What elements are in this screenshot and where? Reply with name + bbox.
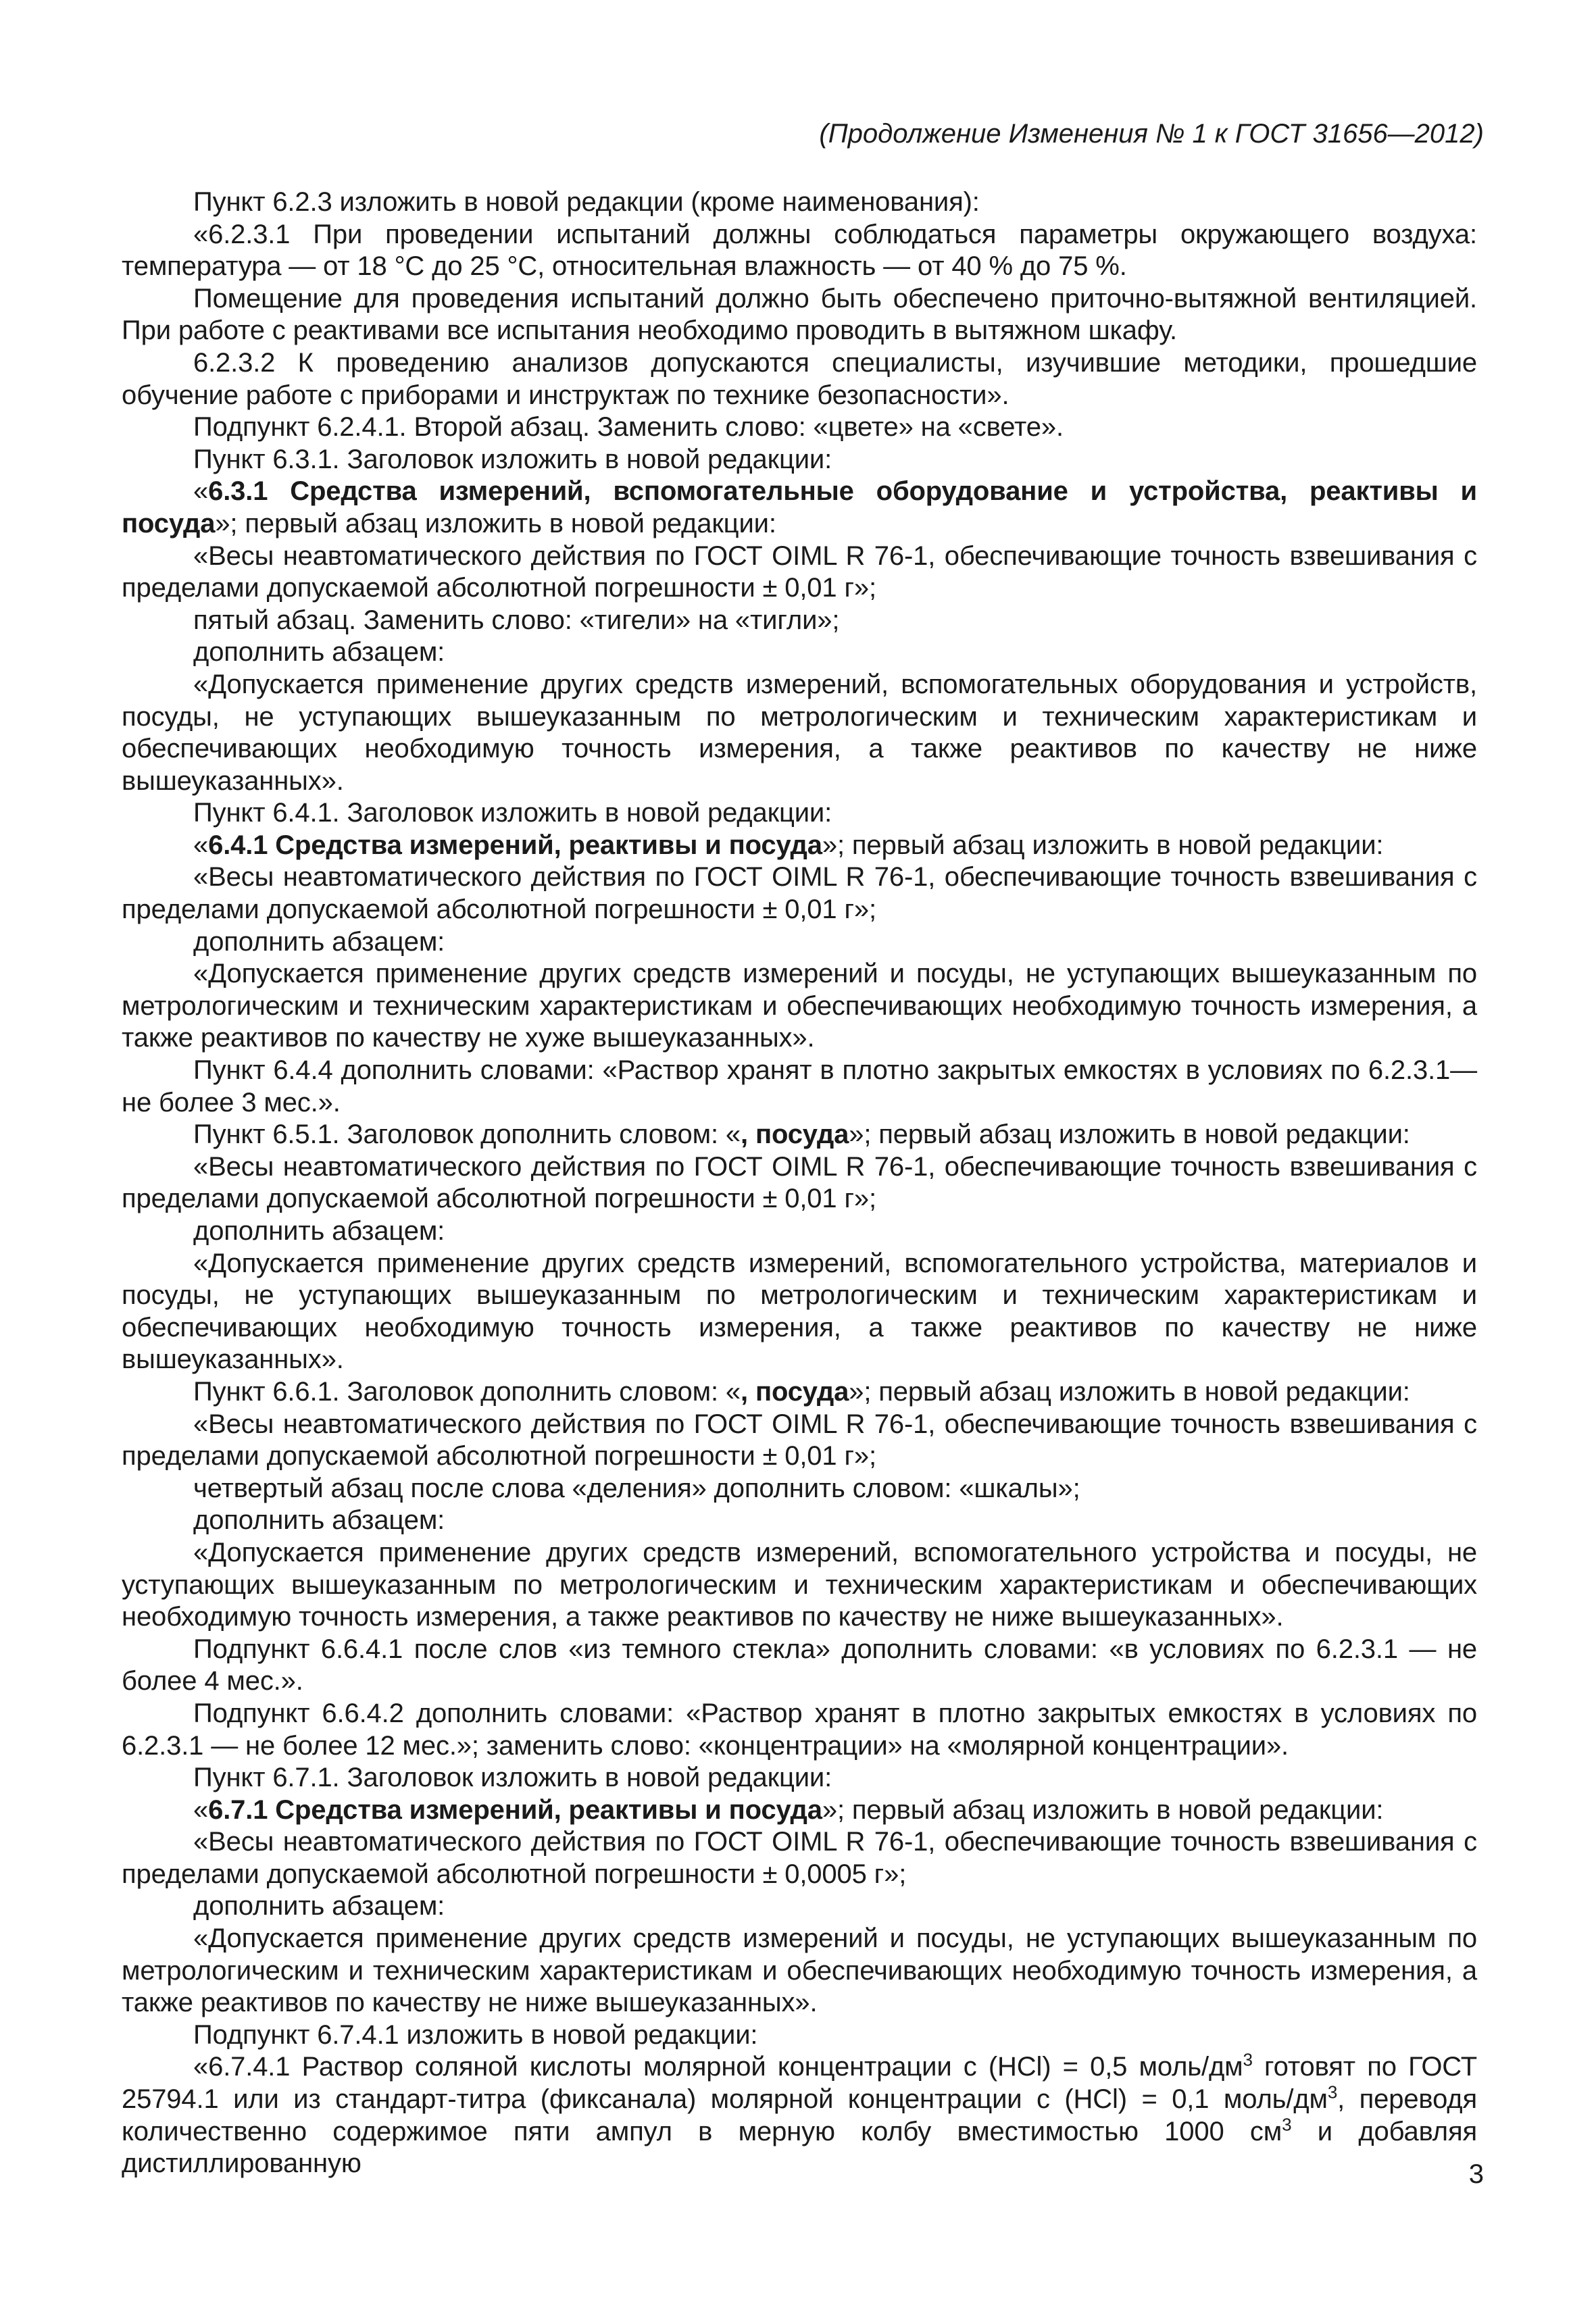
text-run: Помещение для проведения испытаний должно быть обеспечено приточно-вытяжной вентиляцией. При работе с реактивами все испытания необходимо проводить в вытяжном шкафу. — [122, 283, 1477, 346]
bold-run: 6.3.1 Средства измерений, вспомогательные оборудование и устройства, реактивы и посуда — [122, 476, 1477, 538]
superscript: 3 — [1243, 2050, 1253, 2071]
paragraph — [122, 1794, 1477, 1827]
text-run: 6.2.3.2 К проведению анализов допускаются специалисты, изучившие методики, прошедшие обучение работе с приборами и инструктаж по технике безопасности». — [122, 347, 1477, 410]
text-run: «Допускается применение других средств измерений, вспомогательного устройства и посуды, не уступающих вышеуказанным по метрологическим и техническим характеристикам и обеспечивающих необходимую точность измерения, а также реактивов по качеству не ниже вышеуказанных». — [122, 1537, 1477, 1632]
paragraph — [122, 1537, 1477, 1634]
text-run: «Весы неавтоматического действия по ГОСТ OIML R 76-1, обеспечивающие точность взвешивания с пределами допускаемой абсолютной погрешности ± 0,01 г»; — [122, 1409, 1477, 1472]
paragraph — [122, 1473, 1477, 1505]
text-run: «Весы неавтоматического действия по ГОСТ OIML R 76-1, обеспечивающие точность взвешивания с пределами допускаемой абсолютной погрешности ± 0,01 г»; — [122, 540, 1477, 603]
text-run: «6.2.3.1 При проведении испытаний должны соблюдаться параметры окружающего воздуха: температура — от 18 °С до 25 °С, относительная влажность — от 40 % до 75 %. — [122, 219, 1477, 282]
text-run: «Допускается применение других средств измерений, вспомогательных оборудования и устройств, посуды, не уступающих вышеуказанным по метрологическим и техническим характеристикам и обеспечивающих необходимую точность измерения, а также реактивов по качеству не ниже вышеуказанных». — [122, 669, 1477, 796]
text-run: «Допускается применение других средств измерений, вспомогательного устройства, материалов и посуды, не уступающих вышеуказанным по метрологическим и техническим характеристикам и обеспечивающих необходимую точность измерения, а также реактивов по качеству не ниже вышеуказанных». — [122, 1248, 1477, 1375]
paragraph — [122, 444, 1477, 476]
paragraph — [122, 1409, 1477, 1473]
paragraph — [122, 1890, 1477, 1923]
text-run: Подпункт 6.6.4.1 после слов «из темного стекла» дополнить словами: «в условиях по 6.2.3.1 — не более 4 мес.». — [122, 1634, 1477, 1696]
text-run: »; первый абзац изложить в новой редакции: — [849, 1376, 1410, 1407]
text-run: «Допускается применение других средств измерений и посуды, не уступающих вышеуказанным по метрологическим и техническим характеристикам и обеспечивающих необходимую точность измерения, а также реактивов по качеству не ниже вышеуказанных». — [122, 1923, 1477, 2018]
text-run: Пункт 6.7.1. Заголовок изложить в новой редакции: — [193, 1763, 832, 1793]
paragraph — [122, 2051, 1477, 2180]
paragraph — [122, 1151, 1477, 1215]
paragraph — [122, 186, 1477, 219]
superscript: 3 — [1282, 2114, 1292, 2135]
text-run: дополнить абзацем: — [193, 637, 445, 668]
paragraph — [122, 1505, 1477, 1537]
text-run: «Весы неавтоматического действия по ГОСТ OIML R 76-1, обеспечивающие точность взвешивания с пределами допускаемой абсолютной погрешности ± 0,01 г»; — [122, 862, 1477, 925]
paragraph — [122, 926, 1477, 959]
text-run: дополнить абзацем: — [193, 926, 445, 957]
text-run: »; первый абзац изложить в новой редакции: — [215, 508, 776, 538]
paragraph — [122, 1634, 1477, 1698]
text-run: Пункт 6.4.4 дополнить словами: «Раствор хранят в плотно закрытых емкостях в условиях по 6.2.3.1— не более 3 мес.». — [122, 1055, 1477, 1117]
bold-run: , посуда — [741, 1376, 849, 1407]
text-run: четвертый абзац после слова «деления» дополнить словом: «шкалы»; — [193, 1473, 1080, 1503]
document-body — [122, 186, 1477, 2180]
text-run: Пункт 6.3.1. Заголовок изложить в новой редакции: — [193, 444, 832, 474]
bold-run: 6.4.1 Средства измерений, реактивы и посуда — [208, 830, 822, 860]
bold-run: 6.7.1 Средства измерений, реактивы и посуда — [208, 1794, 822, 1825]
text-run: «Весы неавтоматического действия по ГОСТ OIML R 76-1, обеспечивающие точность взвешивания с пределами допускаемой абсолютной погрешности ± 0,01 г»; — [122, 1151, 1477, 1214]
text-run: Пункт 6.5.1. Заголовок дополнить словом: « — [193, 1120, 741, 1150]
text-run: «Допускается применение других средств измерений и посуды, не уступающих вышеуказанным по метрологическим и техническим характеристикам и обеспечивающих необходимую точность измерения, а также реактивов по качеству не хуже вышеуказанных». — [122, 959, 1477, 1053]
text-run: « — [193, 830, 209, 860]
text-run: «Весы неавтоматического действия по ГОСТ OIML R 76-1, обеспечивающие точность взвешивания с пределами допускаемой абсолютной погрешности ± 0,0005 г»; — [122, 1827, 1477, 1889]
text-run: Пункт 6.4.1. Заголовок изложить в новой редакции: — [193, 798, 832, 828]
paragraph — [122, 830, 1477, 862]
paragraph — [122, 1248, 1477, 1376]
paragraph — [122, 347, 1477, 411]
paragraph — [122, 797, 1477, 830]
text-run: дополнить абзацем: — [193, 1216, 445, 1246]
text-run: дополнить абзацем: — [193, 1505, 445, 1536]
paragraph — [122, 1698, 1477, 1762]
text-run: « — [193, 1794, 209, 1825]
paragraph — [122, 636, 1477, 669]
superscript: 3 — [1327, 2082, 1338, 2103]
text-run: и добавляя дистиллированную — [122, 2116, 1477, 2179]
text-run: готовят по ГОСТ 25794.1 или из стандарт-титра (фиксанала) молярной концентрации с (HCl) = 0,1 моль/дм — [122, 2052, 1477, 2115]
paragraph — [122, 1376, 1477, 1409]
text-run: »; первый абзац изложить в новой редакции: — [822, 830, 1384, 860]
text-run: , переводя количественно содержимое пяти ампул в мерную колбу вместимостью 1000 см — [122, 2084, 1477, 2146]
text-run: дополнить абзацем: — [193, 1891, 445, 1921]
bold-run: , посуда — [741, 1120, 849, 1150]
text-run: Подпункт 6.2.4.1. Второй абзац. Заменить слово: «цвете» на «свете». — [193, 412, 1064, 443]
paragraph — [122, 669, 1477, 797]
text-run: пятый абзац. Заменить слово: «тигели» на «тигли»; — [193, 605, 840, 635]
text-run: « — [193, 476, 209, 507]
running-header: (Продолжение Изменения № 1 к ГОСТ 31656—2012) — [819, 119, 1484, 149]
text-run: Подпункт 6.7.4.1 изложить в новой редакции: — [193, 2019, 758, 2050]
text-run: Пункт 6.6.1. Заголовок дополнить словом: « — [193, 1376, 741, 1407]
paragraph — [122, 1923, 1477, 2019]
paragraph — [122, 540, 1477, 605]
paragraph — [122, 219, 1477, 283]
paragraph — [122, 605, 1477, 637]
text-run: »; первый абзац изложить в новой редакции: — [822, 1794, 1384, 1825]
paragraph — [122, 1762, 1477, 1794]
text-run: Пункт 6.2.3 изложить в новой редакции (кроме наименования): — [193, 187, 980, 217]
paragraph — [122, 1055, 1477, 1119]
paragraph — [122, 411, 1477, 444]
paragraph — [122, 861, 1477, 926]
paragraph — [122, 476, 1477, 540]
paragraph — [122, 1215, 1477, 1248]
text-run: «6.7.4.1 Раствор соляной кислоты молярной концентрации с (HCl) = 0,5 моль/дм — [193, 2052, 1243, 2082]
paragraph — [122, 1826, 1477, 1890]
paragraph — [122, 2019, 1477, 2052]
paragraph — [122, 283, 1477, 347]
paragraph — [122, 1119, 1477, 1151]
text-run: »; первый абзац изложить в новой редакции: — [849, 1120, 1410, 1150]
page-number: 3 — [1468, 2159, 1484, 2189]
text-run: Подпункт 6.6.4.2 дополнить словами: «Раствор хранят в плотно закрытых емкостях в условиях по 6.2.3.1 — не более 12 мес.»; заменить слово: «концентрации» на «молярной концентрации». — [122, 1698, 1477, 1761]
paragraph — [122, 958, 1477, 1055]
